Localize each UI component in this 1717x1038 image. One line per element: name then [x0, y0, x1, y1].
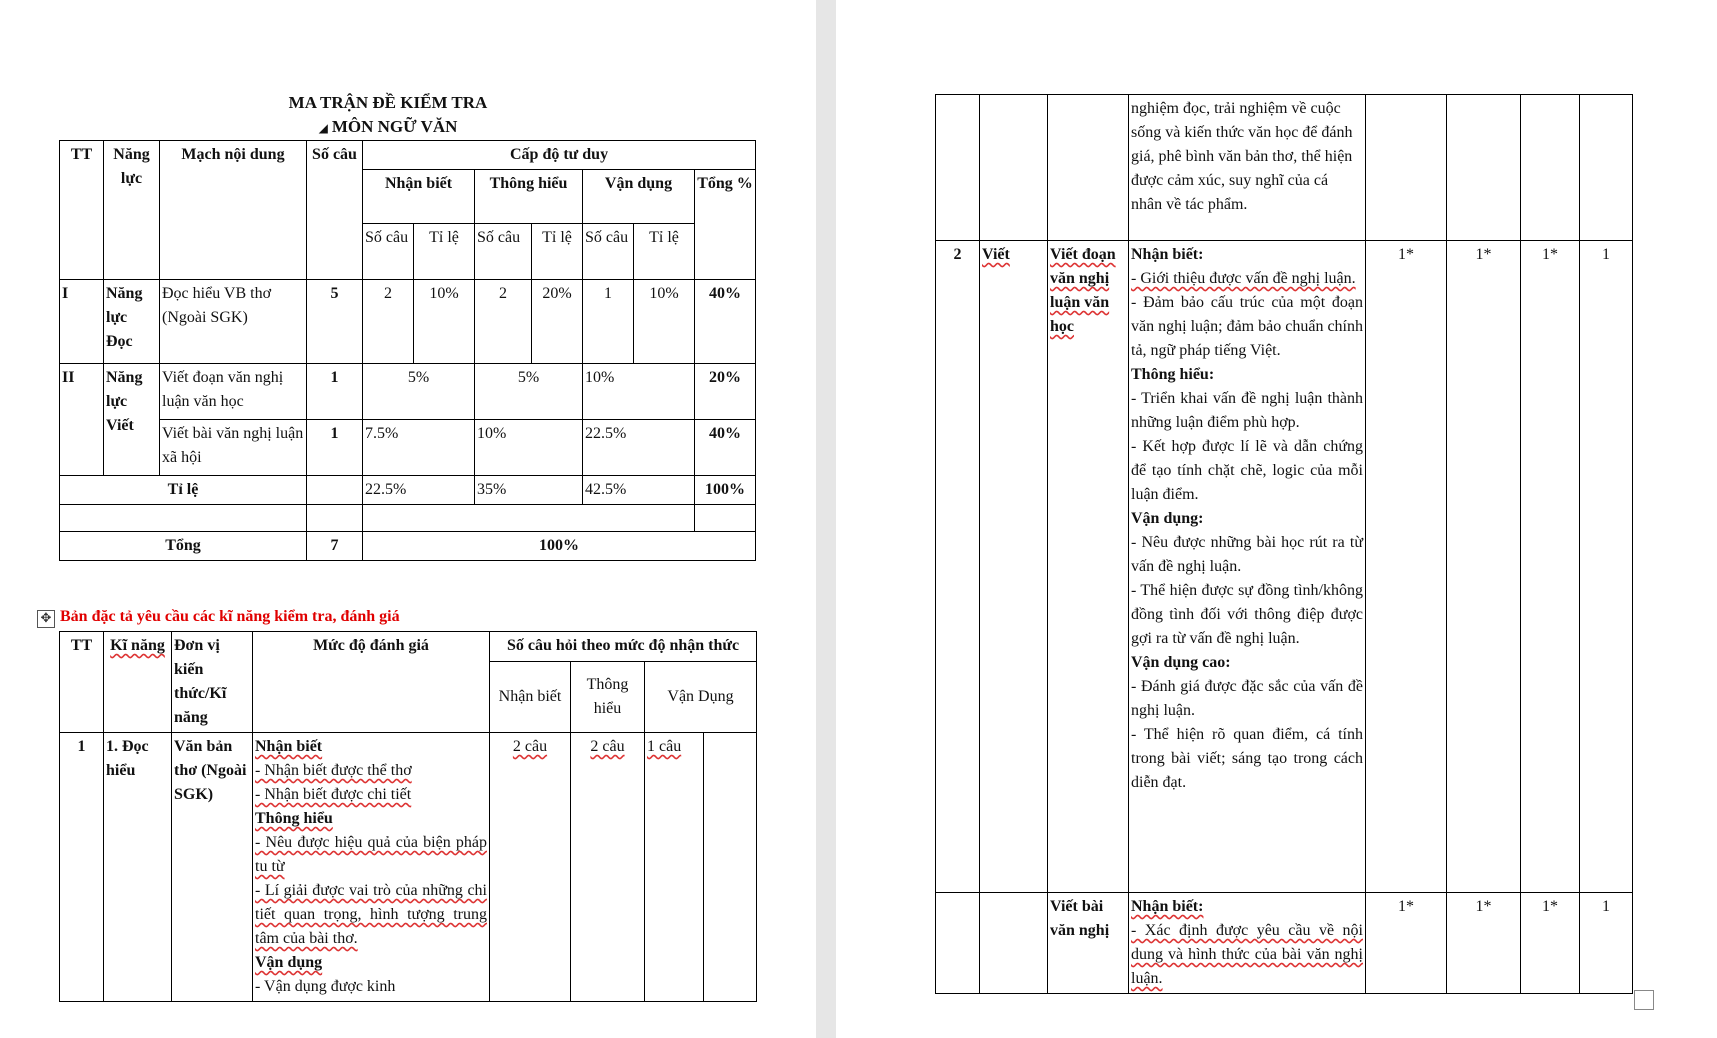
header-thong-hieu: Thông hiểu	[571, 662, 645, 733]
cell-noi-dung: Viết đoạn văn nghị luận văn học	[160, 364, 307, 420]
criterion: - Lí giải được vai trò của những chi tiết quan trọng, hình tượng trung tâm của bài thơ.	[255, 882, 487, 947]
cell-don-vi: Viết đoạn văn nghị luận văn học	[1050, 246, 1116, 335]
criterion: - Nêu được hiệu quả của biện pháp tu từ	[255, 834, 487, 875]
cell-th-ti-le: 20%	[532, 280, 583, 364]
cell-tt: II	[60, 364, 104, 476]
level-heading: Vận dụng	[255, 954, 323, 971]
sub-so-cau: Số câu	[363, 224, 414, 280]
cell-th: 35%	[475, 476, 583, 505]
level-heading: Nhận biết:	[1131, 898, 1204, 915]
header-mach-noi-dung: Mạch nội dung	[160, 141, 307, 280]
cell-muc-do: Nhận biết: - Giới thiệu được vấn đề nghị luận. - Đảm bảo cấu trúc của một đoạn văn nghị luận; đảm bảo chuẩn chính tả, ngữ pháp tiếng Việt. Thông hiểu: - Triển khai vấn đề nghị luận thành những luận điểm phù hợp. - Kết hợp được lí lẽ và dẫn chứng để tạo tính chặt chẽ, logic của mỗi luận điểm. Vận dụng: - Nêu được những bài học rút ra từ vấn đề nghị luận. - Thể hiện được sự đồng tình/không đồng tình đối với thông điệp được gợi ra từ vấn đề nghị luận. Vận dụng cao: - Đánh giá được đặc sắc của vấn đề nghị luận. - Thể hiện rõ quan điểm, cá tính trong bài viết; sáng tạo trong cách diễn đạt.	[1129, 241, 1366, 893]
cell-empty	[1447, 95, 1521, 241]
criterion: - Xác định được yêu cầu về nội dung và hình thức của bài văn nghị luận.	[1131, 922, 1363, 987]
criterion: - Thể hiện rõ quan điểm, cá tính trong bài viết; sáng tạo trong cách diễn đạt.	[1131, 726, 1363, 791]
cell-q-th: 1*	[1447, 241, 1521, 893]
cell-empty	[1366, 95, 1447, 241]
table-row	[60, 364, 756, 420]
cell-vd: 42.5%	[583, 476, 695, 505]
header-so-cau: Số câu	[307, 141, 363, 280]
cell-q-th: 2 câu	[590, 738, 625, 755]
cell-empty	[1580, 95, 1633, 241]
criterion: - Thể hiện được sự đồng tình/không đồng tình đối với thông điệp được gợi ra từ vấn đề nghị luận.	[1131, 582, 1363, 647]
cell-ki-nang: Viết	[982, 246, 1010, 263]
header-don-vi: Đơn vị kiến thức/Kĩ năng	[172, 632, 253, 733]
cell-q-nb: 1*	[1366, 241, 1447, 893]
cell-empty	[936, 95, 980, 241]
cell-nb: 7.5%	[363, 420, 475, 476]
header-nhan-biet: Nhận biết	[363, 170, 475, 224]
cell-don-vi: Viết bài văn nghị	[1048, 893, 1129, 994]
sub-so-cau: Số câu	[475, 224, 532, 280]
criterion: - Giới thiệu được vấn đề nghị luận.	[1131, 270, 1356, 287]
sub-so-cau: Số câu	[583, 224, 634, 280]
cell-empty	[60, 505, 307, 532]
cell-th: 10%	[475, 420, 583, 476]
cell-nang-luc: Năng lực Viết	[104, 364, 160, 476]
cell-q-vd: 1 câu	[647, 738, 682, 755]
cell-empty	[307, 505, 363, 532]
page-gutter	[816, 0, 836, 1038]
cell-tong: 40%	[695, 420, 756, 476]
header-so-cau-hoi: Số câu hỏi theo mức độ nhận thức	[490, 632, 757, 662]
level-heading: Thông hiểu	[255, 810, 333, 827]
table-row	[936, 893, 1633, 994]
criterion: - Triển khai vấn đề nghị luận thành những luận điểm phù hợp.	[1131, 390, 1363, 431]
cell-nb: 5%	[363, 364, 475, 420]
level-heading: Nhận biết:	[1131, 246, 1204, 263]
table-row	[60, 420, 756, 476]
cell-tt: I	[60, 280, 104, 364]
header-nang-luc: Năng lực	[104, 141, 160, 280]
document-title: MA TRẬN ĐỀ KIỂM TRA	[288, 93, 488, 112]
cell-muc-do: nghiệm đọc, trải nghiệm về cuộc sống và kiến thức văn học để đánh giá, phê bình văn bản thơ, thể hiện được cảm xúc, suy nghĩ của cá nhân về tác phẩm.	[1129, 95, 1366, 241]
criterion: - Đánh giá được đặc sắc của vấn đề nghị luận.	[1131, 678, 1363, 719]
criterion: - Nhận biết được thể thơ	[255, 762, 412, 779]
document-subtitle: ◢ MÔN NGỮ VĂN	[318, 117, 458, 136]
cell-empty	[704, 733, 757, 1002]
cell-don-vi: Văn bản thơ (Ngoài SGK)	[172, 733, 253, 1002]
header-ki-nang: Kĩ năng	[110, 637, 165, 654]
table-row	[60, 733, 757, 1002]
cell-vd-so-cau: 1	[583, 280, 634, 364]
cell-muc-do	[1129, 893, 1366, 994]
cell-empty	[936, 893, 980, 994]
collapse-triangle-icon[interactable]: ◢	[318, 121, 328, 135]
cell-nb-so-cau: 2	[363, 280, 414, 364]
cell-nang-luc: Năng lực Đọc	[104, 280, 160, 364]
header-tt: TT	[60, 141, 104, 280]
cell-tt: 1	[60, 733, 104, 1002]
table-row	[936, 241, 1633, 893]
cell-so-cau: 1	[307, 420, 363, 476]
header-tong: Tổng %	[695, 170, 756, 280]
cell-so-cau: 7	[307, 532, 363, 561]
cell-vd-ti-le: 10%	[634, 280, 695, 364]
cell-empty	[980, 95, 1048, 241]
header-nhan-biet: Nhận biết	[490, 662, 571, 733]
cell-muc-do	[253, 733, 490, 1002]
cell-nb-ti-le: 10%	[414, 280, 475, 364]
level-heading: Vận dụng	[1131, 510, 1199, 527]
cell-q-vdc: 1	[1580, 241, 1633, 893]
cell-noi-dung: Đọc hiểu VB thơ (Ngoài SGK)	[160, 280, 307, 364]
table-row	[60, 476, 756, 505]
level-heading: Thông hiểu	[1131, 366, 1209, 383]
criterion: - Nêu được những bài học rút ra từ vấn đề nghị luận.	[1131, 534, 1363, 575]
cell-vd: 10%	[583, 364, 695, 420]
cell-so-cau: 1	[307, 364, 363, 420]
cell-tong-label: Tổng	[60, 532, 307, 561]
cell-tong: 100%	[695, 476, 756, 505]
cell-ti-le-label: Tỉ lệ	[60, 476, 307, 505]
cell-q-th: 1*	[1447, 893, 1521, 994]
header-van-dung: Vận dụng	[583, 170, 695, 224]
table-resize-handle-icon[interactable]	[1634, 990, 1654, 1010]
cell-noi-dung: Viết bài văn nghị luận xã hội	[160, 420, 307, 476]
cell-tong: 20%	[695, 364, 756, 420]
criterion: - Đảm bảo cấu trúc của một đoạn văn nghị luận; đảm bảo chuẩn chính tả, ngữ pháp tiếng Việt.	[1131, 294, 1363, 359]
cell-vd: 22.5%	[583, 420, 695, 476]
spec-title: Bản đặc tả yêu cầu các kĩ năng kiểm tra, đánh giá	[60, 608, 400, 625]
cell-so-cau: 5	[307, 280, 363, 364]
header-van-dung: Vận Dụng	[645, 662, 757, 733]
spec-table-continued	[935, 94, 1633, 994]
cell-th-so-cau: 2	[475, 280, 532, 364]
level-heading: Vận dụng cao	[1131, 654, 1226, 671]
cell-tt: 2	[936, 241, 980, 893]
table-row	[60, 280, 756, 364]
cell-empty	[1048, 95, 1129, 241]
sub-ti-le: Tỉ lệ	[532, 224, 583, 280]
spec-table	[59, 631, 757, 1002]
cell-empty	[1521, 95, 1580, 241]
header-thong-hieu: Thông hiểu	[475, 170, 583, 224]
cell-th: 5%	[475, 364, 583, 420]
cell-q-vdc: 1	[1580, 893, 1633, 994]
criterion: - Vận dụng được kinh	[255, 978, 396, 995]
criterion: - Nhận biết được chi tiết	[255, 786, 412, 803]
table-move-handle-icon[interactable]: ✥	[37, 610, 55, 628]
cell-q-nb: 2 câu	[512, 738, 548, 755]
cell-empty	[980, 893, 1048, 994]
cell-empty	[307, 476, 363, 505]
cell-q-vd: 1*	[1521, 893, 1580, 994]
table-row	[936, 95, 1633, 241]
cell-empty	[363, 505, 695, 532]
sub-ti-le: Tỉ lệ	[414, 224, 475, 280]
sub-ti-le: Tỉ lệ	[634, 224, 695, 280]
table-row	[60, 532, 756, 561]
criterion: - Kết hợp được lí lẽ và dẫn chứng để tạo tính chặt chẽ, logic của mỗi luận điểm.	[1131, 438, 1363, 503]
level-heading: Nhận biết	[255, 738, 323, 755]
cell-q-nb: 1*	[1366, 893, 1447, 994]
table-row	[60, 505, 756, 532]
header-cap-do: Cấp độ tư duy	[363, 141, 756, 170]
cell-total: 100%	[363, 532, 756, 561]
cell-q-vd: 1*	[1521, 241, 1580, 893]
cell-tong: 40%	[695, 280, 756, 364]
cell-empty	[695, 505, 756, 532]
header-tt: TT	[60, 632, 104, 733]
matrix-table	[59, 140, 756, 561]
cell-nb: 22.5%	[363, 476, 475, 505]
header-muc-do: Mức độ đánh giá	[253, 632, 490, 733]
cell-ki-nang: 1. Đọc hiểu	[104, 733, 172, 1002]
